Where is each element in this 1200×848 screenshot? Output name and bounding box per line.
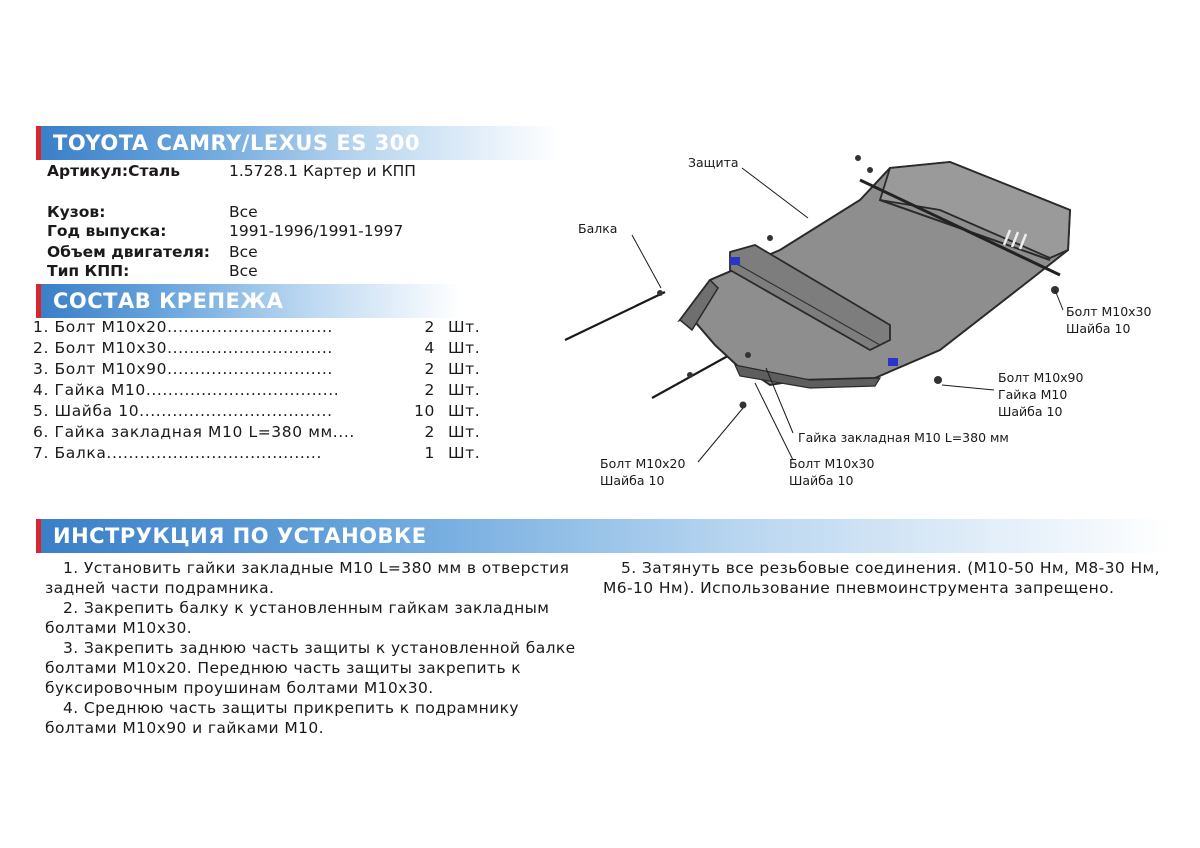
part-qty: 4 (424, 339, 435, 357)
part-unit: Шт. (448, 423, 481, 441)
part-unit: Шт. (448, 318, 481, 336)
instruction-step: 4. Среднюю часть защиты прикрепить к подрамнику болтами М10х90 и гайками М10. (45, 699, 519, 737)
part-unit: Шт. (448, 402, 481, 420)
instructions-left (45, 558, 585, 738)
diagram-label-shield: Защита (688, 155, 739, 170)
article-value: 1.5728.1 Картер и КПП (229, 162, 416, 180)
diagram-label-bolt: Болт М10х30 (1066, 304, 1152, 319)
spec-label: Тип КПП: (47, 262, 130, 280)
part-name: 7. Балка....................................... (33, 444, 322, 462)
instructions-band (36, 519, 1171, 553)
part-qty: 2 (424, 381, 435, 399)
article-label: Артикул:Сталь (47, 162, 181, 180)
instructions-right (603, 558, 1163, 598)
list-item (33, 444, 493, 464)
diagram-label-embedded-nut: Гайка закладная М10 L=380 мм (798, 430, 1009, 445)
part-name: 4. Гайка М10................................... (33, 381, 340, 399)
diagram-label-washer: Шайба 10 (1066, 321, 1131, 336)
list-item (33, 402, 493, 422)
page-title: TOYOTA CAMRY/LEXUS ES 300 (53, 131, 420, 155)
diagram-label-bolt: Болт М10х30 (789, 456, 875, 471)
list-item (33, 318, 493, 338)
part-unit: Шт. (448, 444, 481, 462)
spec-label: Объем двигателя: (47, 243, 210, 261)
diagram-label-washer: Шайба 10 (998, 404, 1063, 419)
fasteners-band (36, 284, 461, 318)
spec-label: Кузов: (47, 203, 106, 221)
list-item (33, 339, 493, 359)
diagram-label-beam: Балка (578, 221, 618, 236)
list-item (33, 423, 493, 443)
part-qty: 2 (424, 360, 435, 378)
part-name: 1. Болт М10х20.............................. (33, 318, 333, 336)
spec-value: Все (229, 203, 258, 221)
spec-value: 1991-1996/1991-1997 (229, 222, 404, 240)
part-name: 2. Болт М10х30.............................. (33, 339, 333, 357)
diagram-label-nut: Гайка М10 (998, 387, 1068, 402)
list-item (33, 360, 493, 380)
instruction-step: 5. Затянуть все резьбовые соединения. (М10-50 Нм, М8-30 Нм, М6-10 Нм). Использование пневмоинструмента запрещено. (603, 559, 1160, 597)
fasteners-title: СОСТАВ КРЕПЕЖА (53, 289, 284, 313)
part-qty: 2 (424, 423, 435, 441)
diagram-label-bolt: Болт М10х90 (998, 370, 1084, 385)
spec-label: Год выпуска: (47, 222, 167, 240)
instruction-step: 2. Закрепить балку к установленным гайкам закладным болтами М10х30. (45, 599, 550, 637)
diagram-label-washer: Шайба 10 (600, 473, 665, 488)
part-unit: Шт. (448, 360, 481, 378)
spec-value: Все (229, 243, 258, 261)
list-item (33, 381, 493, 401)
instruction-step: 1. Установить гайки закладные М10 L=380 мм в отверстия задней части подрамника. (45, 559, 570, 597)
part-qty: 1 (424, 444, 435, 462)
spec-block (0, 0, 560, 300)
diagram-label-washer: Шайба 10 (789, 473, 854, 488)
spec-value: Все (229, 262, 258, 280)
instruction-step: 3. Закрепить заднюю часть защиты к установленной балке болтами М10х20. Переднюю часть защиты закрепить к буксировочным проушинам болтами М10х30. (45, 639, 576, 697)
part-name: 5. Шайба 10................................... (33, 402, 333, 420)
shield-diagram (560, 140, 1200, 500)
part-unit: Шт. (448, 381, 481, 399)
part-qty: 2 (424, 318, 435, 336)
part-unit: Шт. (448, 339, 481, 357)
part-qty: 10 (414, 402, 435, 420)
part-name: 3. Болт М10х90.............................. (33, 360, 333, 378)
instructions-title: ИНСТРУКЦИЯ ПО УСТАНОВКЕ (53, 524, 427, 548)
part-name: 6. Гайка закладная М10 L=380 мм.... (33, 423, 355, 441)
diagram-label-bolt: Болт М10х20 (600, 456, 686, 471)
